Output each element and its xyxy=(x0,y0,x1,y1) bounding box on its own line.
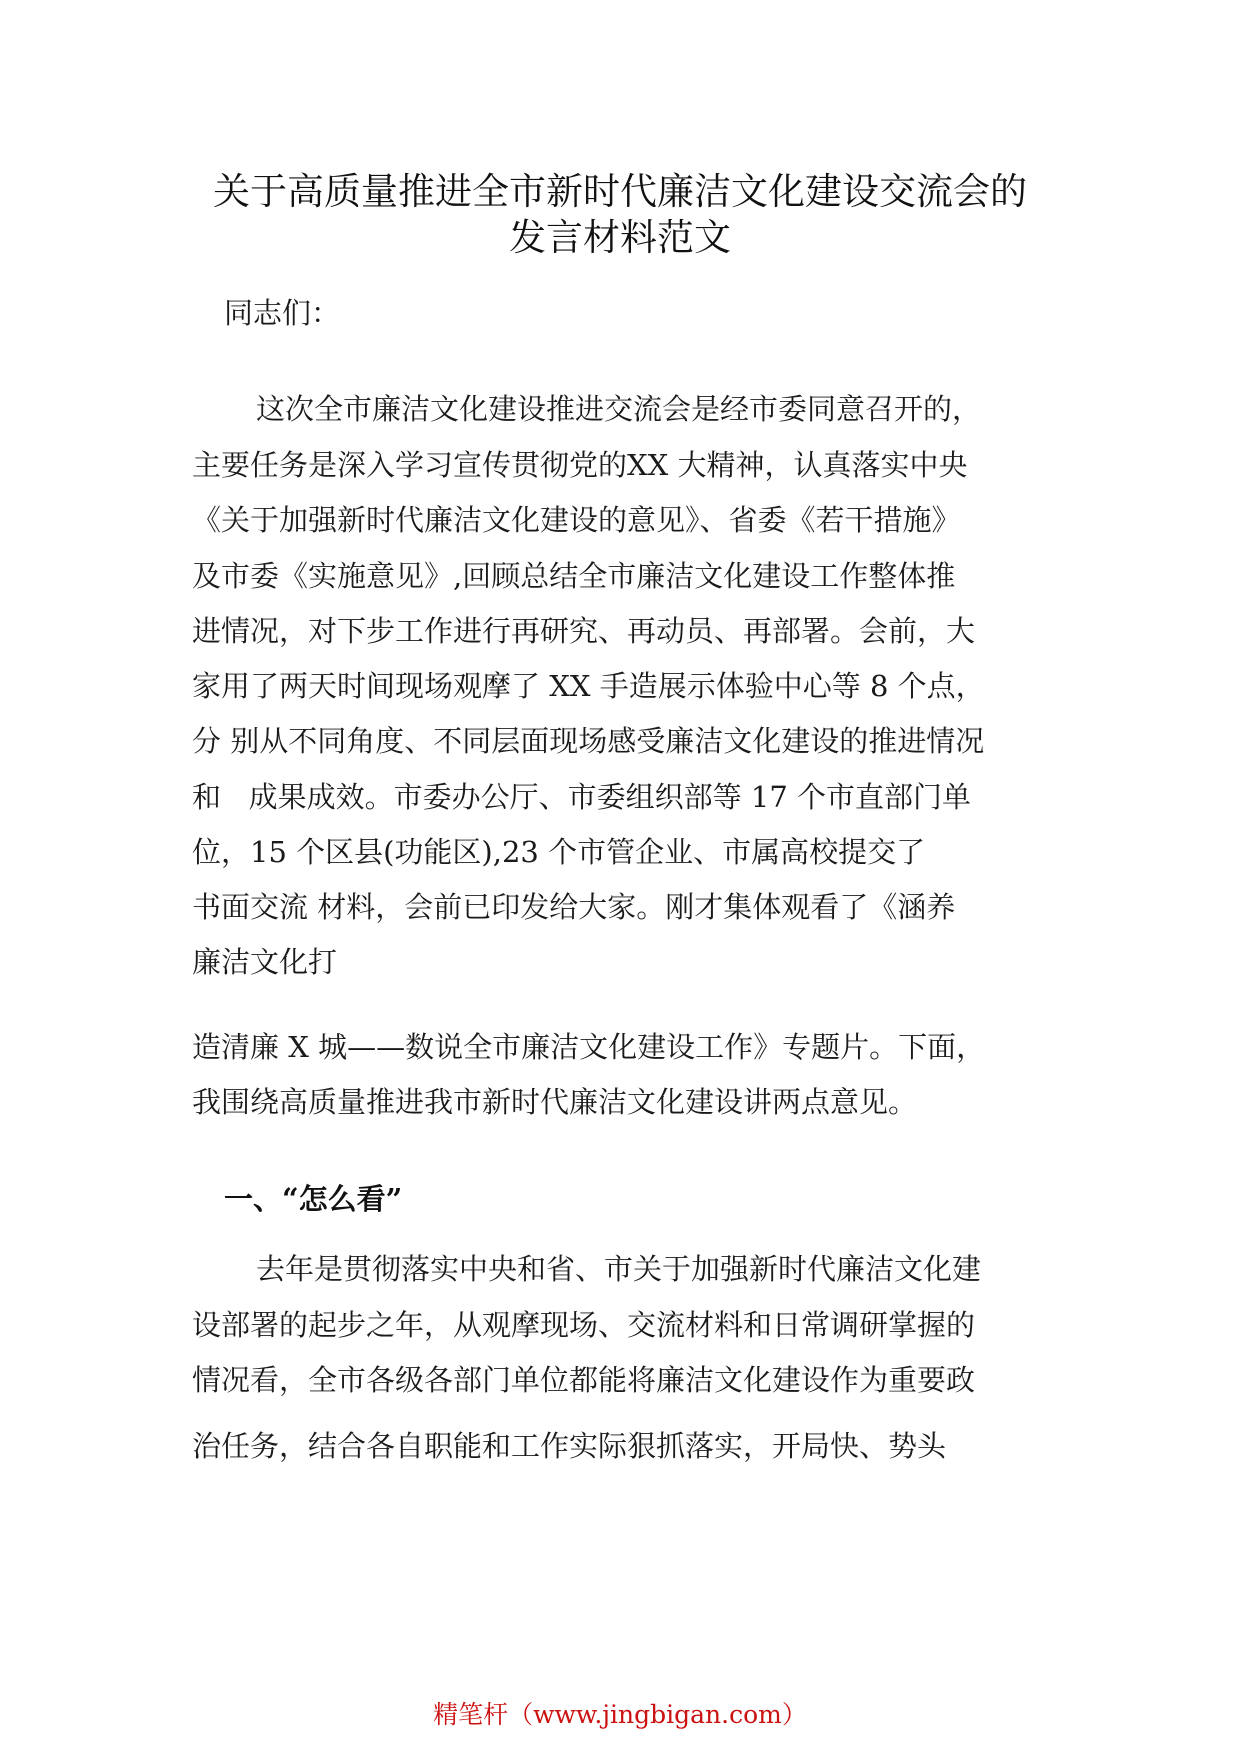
paragraph-line: 及市委《实施意见》,回顾总结全市廉洁文化建设工作整体推 xyxy=(192,559,956,593)
paragraph-line: 去年是贯彻落实中央和省、市关于加强新时代廉洁文化建 xyxy=(256,1252,982,1286)
paragraph-line: 书面交流 材料，会前已印发给大家。刚才集体观看了《涵养 xyxy=(192,890,956,924)
document-title-line-2: 发言材料范文 xyxy=(509,216,731,259)
paragraph-line: 这次全市廉洁文化建设推进交流会是经市委同意召开的， xyxy=(256,392,982,426)
paragraph-line: 家用了两天时间现场观摩了 XX 手造展示体验中心等 8 个点， xyxy=(192,669,985,703)
paragraph-line: 造清廉 X 城——数说全市廉洁文化建设工作》专题片。下面， xyxy=(192,1030,986,1064)
paragraph-line: 主要任务是深入学习宣传贯彻党的XX 大精神，认真落实中央 xyxy=(192,448,968,482)
paragraph-line: 分 别从不同角度、不同层面现场感受廉洁文化建设的推进情况 xyxy=(192,724,985,758)
paragraph-line: 我围绕高质量推进我市新时代廉洁文化建设讲两点意见。 xyxy=(192,1085,918,1119)
section-heading: 一、“怎么看” xyxy=(224,1182,403,1216)
salutation: 同志们： xyxy=(224,296,341,330)
paragraph-line: 设部署的起步之年，从观摩现场、交流材料和日常调研掌握的 xyxy=(192,1308,976,1342)
paragraph-line: 位，15 个区县(功能区),23 个市管企业、市属高校提交了 xyxy=(192,835,926,869)
paragraph-line: 《关于加强新时代廉洁文化建设的意见》、省委《若干措施》 xyxy=(192,503,961,537)
paragraph-line: 治任务，结合各自职能和工作实际狠抓落实，开局快、势头 xyxy=(192,1429,947,1463)
paragraph-line: 进情况，对下步工作进行再研究、再动员、再部署。会前，大 xyxy=(192,614,976,648)
document-title-line-1: 关于高质量推进全市新时代廉洁文化建设交流会的 xyxy=(213,170,1027,213)
paragraph-line: 和 成果成效。市委办公厅、市委组织部等 17 个市直部门单 xyxy=(192,780,971,814)
footer-watermark: 精笔杆（www.jingbigan.com） xyxy=(433,1700,807,1729)
paragraph-line: 情况看，全市各级各部门单位都能将廉洁文化建设作为重要政 xyxy=(192,1363,976,1397)
paragraph-line: 廉洁文化打 xyxy=(192,945,338,979)
